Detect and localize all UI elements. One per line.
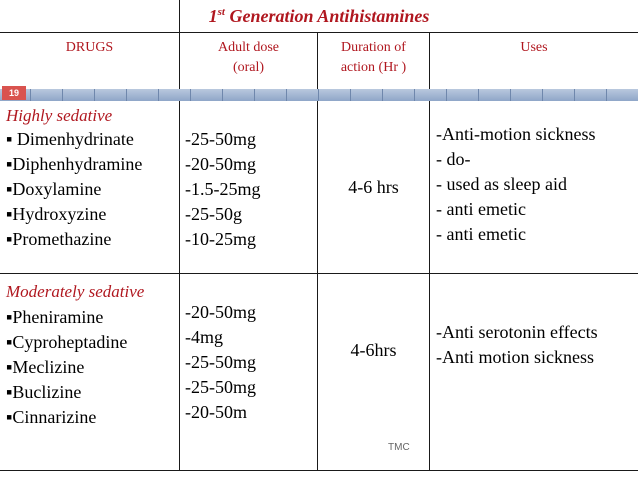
- header-uses: Uses: [520, 40, 548, 55]
- list-item: -10-25mg: [185, 229, 256, 249]
- list-item: -Anti-motion sickness: [436, 124, 596, 144]
- list-item: -25-50mg: [185, 352, 256, 372]
- header-drugs: DRUGS: [65, 40, 114, 55]
- category-moderately-sedative: Moderately sedative: [6, 282, 145, 301]
- duration-highly-sedative: 4-6 hrs: [348, 177, 399, 197]
- drug-list-moderately-sedative: [6, 305, 127, 430]
- list-item: -25-50g: [185, 204, 242, 224]
- list-item: ▪Doxylamine: [6, 179, 102, 199]
- slide-band: [0, 89, 638, 101]
- drug-list-highly-sedative: [6, 127, 142, 252]
- list-item: ▪Hydroxyzine: [6, 204, 107, 224]
- duration-moderately-sedative: 4-6hrs: [350, 340, 397, 360]
- list-item: -4mg: [185, 327, 223, 347]
- list-item: ▪Cinnarizine: [6, 407, 97, 427]
- list-item: ▪Pheniramine: [6, 307, 104, 327]
- list-item: -1.5-25mg: [185, 179, 261, 199]
- header-adult-dose: Adult dose (oral): [217, 40, 280, 75]
- list-item: -20-50mg: [185, 302, 256, 322]
- list-item: -Anti serotonin effects: [436, 322, 598, 342]
- slide-number: 19: [2, 86, 26, 100]
- table-bottom-border: [0, 470, 638, 471]
- list-item: ▪Diphenhydramine: [6, 154, 143, 174]
- list-item: - used as sleep aid: [436, 174, 567, 194]
- header-duration: Duration of action (Hr ): [340, 40, 407, 75]
- list-item: ▪ Dimenhydrinate: [6, 129, 134, 149]
- slide-title: 1st Generation Antihistamines: [208, 6, 430, 26]
- list-item: - anti emetic: [436, 224, 526, 244]
- list-item: ▪Promethazine: [6, 229, 112, 249]
- category-highly-sedative: Highly sedative: [6, 106, 113, 125]
- footer-text: TMC: [388, 442, 410, 453]
- list-item: -25-50mg: [185, 377, 256, 397]
- dose-list-moderately-sedative: [185, 300, 256, 425]
- row-divider: [0, 273, 638, 274]
- list-item: -20-50m: [185, 402, 247, 422]
- list-item: -25-50mg: [185, 129, 256, 149]
- uses-list-moderately-sedative: [436, 320, 598, 370]
- list-item: ▪Buclizine: [6, 382, 82, 402]
- list-item: - anti emetic: [436, 199, 526, 219]
- dose-list-highly-sedative: [185, 127, 261, 252]
- list-item: - do-: [436, 149, 471, 169]
- list-item: -20-50mg: [185, 154, 256, 174]
- list-item: ▪Meclizine: [6, 357, 85, 377]
- uses-list-highly-sedative: [436, 122, 596, 247]
- list-item: ▪Cyproheptadine: [6, 332, 128, 352]
- table-top-border: [0, 32, 638, 33]
- list-item: -Anti motion sickness: [436, 347, 594, 367]
